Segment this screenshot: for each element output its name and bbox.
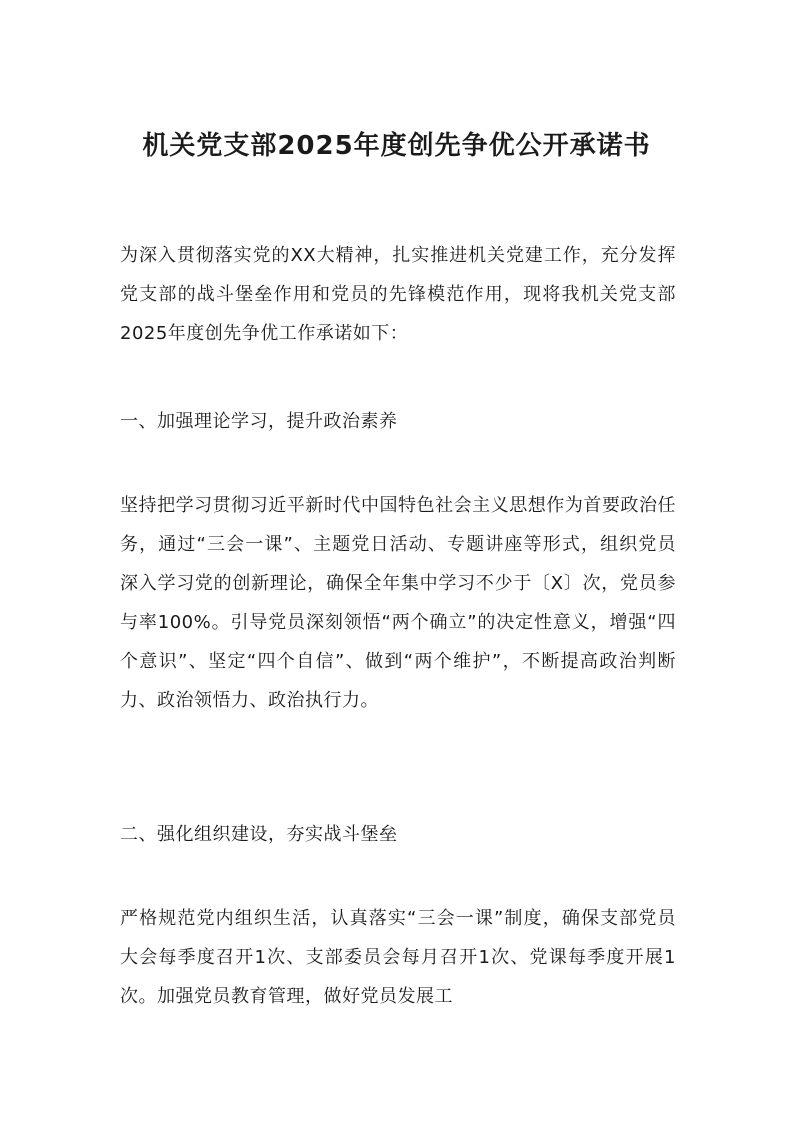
section-heading-1: 一、加强理论学习，提升政治素养: [120, 411, 398, 432]
section-body-2: 严格规范党内组织生活，认真落实“三会一课”制度，确保支部党员大会每季度召开1次、支部委员会每月召开1次、党课每季度开展1次。加强党员教育管理，做好党员发展工: [120, 908, 676, 1007]
document-title: 机关党支部2025年度创先争优公开承诺书: [142, 131, 651, 161]
intro-paragraph: 为深入贯彻落实党的XX大精神，扎实推进机关党建工作，充分发挥党支部的战斗堡垒作用和党员的先锋模范作用，现将我机关党支部2025年度创先争优工作承诺如下：: [120, 245, 676, 344]
section-body-1: 坚持把学习贯彻习近平新时代中国特色社会主义思想作为首要政治任务，通过“三会一课”、主题党日活动、专题讲座等形式，组织党员深入学习党的创新理论，确保全年集中学习不少于〔X〕次，党员参与率100%。引导党员深刻领悟“两个确立”的决定性意义，增强“四个意识”、坚定“四个自信”、做到“两个维护”，不断提高政治判断力、政治领悟力、政治执行力。: [120, 495, 676, 711]
section-heading-2: 二、强化组织建设，夯实战斗堡垒: [120, 824, 398, 845]
